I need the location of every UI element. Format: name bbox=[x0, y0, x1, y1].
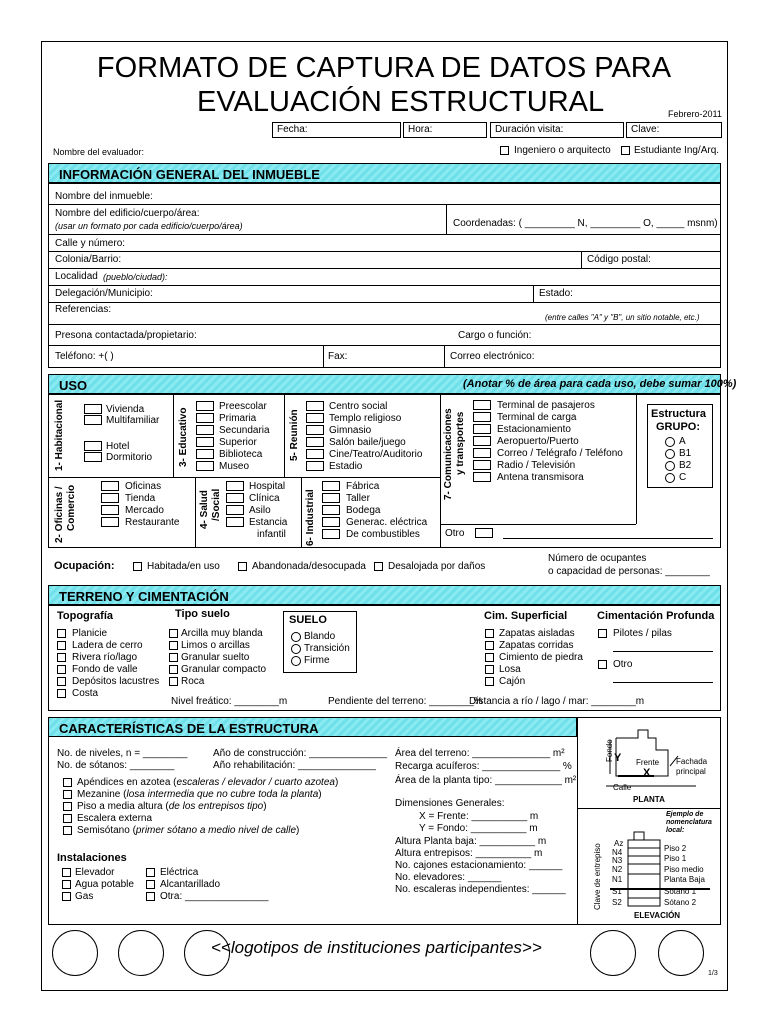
planta-y-label: Y bbox=[614, 752, 622, 764]
oficinas-box[interactable] bbox=[101, 481, 119, 491]
secundaria-box[interactable] bbox=[196, 425, 214, 435]
fecha-label: Fecha: bbox=[277, 124, 308, 135]
dormitorio-box[interactable] bbox=[84, 452, 102, 462]
estancia-box[interactable] bbox=[226, 517, 244, 527]
clave-s1: S1 bbox=[612, 887, 622, 896]
oficinas-item-label: Oficinas bbox=[125, 481, 162, 492]
aeropuerto-box[interactable] bbox=[473, 436, 491, 446]
asilo-box[interactable] bbox=[226, 505, 244, 515]
cajon-label: Cajón bbox=[499, 676, 526, 687]
lacustres-label: Depósitos lacustres bbox=[72, 676, 160, 687]
taller-label: Taller bbox=[346, 493, 370, 504]
terminal-pasajeros-box[interactable] bbox=[473, 400, 491, 410]
ejemplo-label-1: Ejemplo de bbox=[666, 811, 704, 818]
terreno-section-title: TERRENO Y CIMENTACIÓN bbox=[59, 589, 229, 604]
nombre-edificio-note: (usar un formato por cada edificio/cuerpo/área) bbox=[55, 221, 243, 231]
logo-circle-2 bbox=[118, 930, 164, 976]
templo-box[interactable] bbox=[306, 413, 324, 423]
granular-suelto-label: Granular suelto bbox=[181, 652, 250, 663]
nombre-sotano1: Sótano 1 bbox=[664, 887, 697, 896]
calle-label: Calle y número: bbox=[55, 238, 126, 249]
secundaria-label: Secundaria bbox=[219, 425, 270, 436]
grupo-title: GRUPO: bbox=[656, 421, 700, 433]
educativo-label: 3- Educativo bbox=[178, 407, 189, 467]
zapatas-aisladas-checkbox[interactable] bbox=[485, 629, 494, 638]
arcilla-checkbox[interactable] bbox=[169, 629, 178, 638]
abandonada-checkbox[interactable] bbox=[238, 562, 247, 571]
anio-rehab-label: Año rehabilitación: ______________ bbox=[213, 760, 376, 771]
nombre-planta-baja: Planta Baja bbox=[664, 875, 705, 884]
biblioteca-label: Biblioteca bbox=[219, 449, 263, 460]
reunion-label: 5- Reunión bbox=[289, 409, 300, 461]
piso-media-label: Piso a media altura (de los entrepisos tipo) bbox=[77, 801, 267, 812]
cimiento-piedra-checkbox[interactable] bbox=[485, 653, 494, 662]
firme-radio[interactable] bbox=[291, 656, 301, 666]
nombre-piso1: Piso 1 bbox=[664, 854, 687, 863]
estructura-title: Estructura bbox=[651, 408, 707, 420]
costa-label: Costa bbox=[72, 688, 99, 699]
referencias-note: (entre calles "A" y "B", un sitio notable, etc.) bbox=[545, 313, 700, 322]
area-terreno-label: Área del terreno: ______________ m² bbox=[395, 748, 565, 759]
superior-box[interactable] bbox=[196, 437, 214, 447]
transportes-label: y transportes bbox=[455, 411, 466, 475]
uso-note: (Anotar % de área para cada uso, debe sumar 100%) bbox=[463, 378, 737, 390]
suelo-title: SUELO bbox=[289, 614, 327, 626]
logotipos-label: <<logotipos de instituciones participantes>> bbox=[211, 938, 542, 957]
combustibles-label: De combustibles bbox=[346, 529, 420, 540]
semisotano-label: Semisótano (primer sótano a medio nivel de calle) bbox=[77, 825, 300, 836]
estadio-box[interactable] bbox=[306, 461, 324, 471]
capacidad-label: o capacidad de personas: ________ bbox=[548, 566, 710, 577]
ocupantes-label: Número de ocupantes bbox=[548, 553, 647, 564]
correo-label: Correo electrónico: bbox=[450, 351, 535, 362]
pendiente-label: Pendiente del terreno: ________% bbox=[328, 696, 483, 707]
referencias-label: Referencias: bbox=[55, 304, 112, 315]
infantil-label: infantil bbox=[257, 529, 286, 540]
planta-fondo-label: Fondo bbox=[605, 739, 614, 762]
frente-label: X = Frente: __________ m bbox=[419, 811, 539, 822]
vivienda-box[interactable] bbox=[84, 404, 102, 414]
alcantarillado-checkbox[interactable] bbox=[146, 880, 155, 889]
superior-label: Superior bbox=[219, 437, 257, 448]
sotanos-label: No. de sótanos: ________ bbox=[57, 760, 175, 771]
piso-media-checkbox[interactable] bbox=[63, 802, 72, 811]
escalera-externa-label: Escalera externa bbox=[77, 813, 153, 824]
clave-entrepiso-label: Clave de entrepiso bbox=[593, 843, 602, 910]
escalera-externa-checkbox[interactable] bbox=[63, 814, 72, 823]
estudiante-label: Estudiante Ing/Arq. bbox=[634, 145, 720, 156]
title-line-1: FORMATO DE CAPTURA DE DATOS PARA bbox=[96, 52, 672, 84]
granular-suelto-checkbox[interactable] bbox=[169, 653, 178, 662]
clinica-box[interactable] bbox=[226, 493, 244, 503]
cim-profunda-title: Cimentación Profunda bbox=[597, 610, 715, 622]
elevacion-title: ELEVACIÓN bbox=[634, 911, 681, 920]
tienda-label: Tienda bbox=[125, 493, 156, 504]
dimensiones-title: Dimensiones Generales: bbox=[395, 798, 505, 809]
gimnasio-box[interactable] bbox=[306, 425, 324, 435]
nombre-inmueble-label: Nombre del inmueble: bbox=[55, 191, 153, 202]
comercio-label: Comercio bbox=[66, 484, 77, 531]
rivera-label: Rivera río/lago bbox=[72, 652, 138, 663]
terminal-pasajeros-label: Terminal de pasajeros bbox=[497, 400, 595, 411]
ejemplo-label-3: local: bbox=[666, 827, 685, 834]
zapatas-corridas-label: Zapatas corridas bbox=[499, 640, 574, 651]
escaleras-label: No. escaleras independientes: ______ bbox=[395, 884, 566, 895]
antena-label: Antena transmisora bbox=[497, 472, 584, 483]
telefono-label: Teléfono: +( ) bbox=[55, 351, 114, 362]
coordenadas-label: Coordenadas: ( _________ N, _________ O, _____ msnm) bbox=[453, 218, 718, 229]
clave-n3: N3 bbox=[612, 856, 623, 865]
cajones-label: No. cajones estacionamiento: ______ bbox=[395, 860, 563, 871]
primaria-box[interactable] bbox=[196, 413, 214, 423]
transicion-radio[interactable] bbox=[291, 644, 301, 654]
blando-radio[interactable] bbox=[291, 632, 301, 642]
calle-diagram-label: Calle bbox=[613, 783, 632, 792]
granular-compacto-label: Granular compacto bbox=[181, 664, 267, 675]
oficinas-label: 2- Oficinas / bbox=[54, 486, 65, 543]
alcantarillado-label: Alcantarillado bbox=[160, 879, 221, 890]
codigo-postal-label: Código postal: bbox=[587, 254, 651, 265]
page-number: 1/3 bbox=[708, 970, 718, 977]
habitacional-label: 1- Habitacional bbox=[54, 399, 65, 471]
hotel-label: Hotel bbox=[106, 441, 130, 452]
uso-section-title: USO bbox=[59, 378, 88, 393]
distancia-label: Distancia a río / lago / mar: ________m bbox=[469, 696, 645, 707]
niveles-label: No. de niveles, n = ________ bbox=[57, 748, 188, 759]
tipo-suelo-title: Tipo suelo bbox=[175, 608, 230, 620]
blando-label: Blando bbox=[304, 631, 336, 642]
combustibles-box[interactable] bbox=[322, 529, 340, 539]
grupo-b1-radio[interactable] bbox=[665, 449, 675, 459]
generac-box[interactable] bbox=[322, 517, 340, 527]
mezanine-label: Mezanine (losa intermedia que no cubre toda la planta) bbox=[77, 789, 322, 800]
clave-n2: N2 bbox=[612, 865, 623, 874]
pilotes-checkbox[interactable] bbox=[598, 629, 607, 638]
estudiante-checkbox[interactable] bbox=[621, 146, 630, 155]
apendices-checkbox[interactable] bbox=[63, 778, 72, 787]
grupo-a-label: A bbox=[679, 436, 686, 447]
zapatas-aisladas-label: Zapatas aisladas bbox=[499, 628, 575, 639]
granular-compacto-checkbox[interactable] bbox=[169, 665, 178, 674]
fondo-label: Y = Fondo: __________ m bbox=[419, 823, 538, 834]
area-planta-label: Área de la planta tipo: ____________ m² bbox=[395, 775, 577, 786]
aeropuerto-label: Aeropuerto/Puerto bbox=[497, 436, 579, 447]
estancia-label: Estancia bbox=[249, 517, 288, 528]
correo-box[interactable] bbox=[473, 448, 491, 458]
losa-checkbox[interactable] bbox=[485, 665, 494, 674]
clave-az: Az bbox=[614, 839, 624, 848]
antena-box[interactable] bbox=[473, 472, 491, 482]
preescolar-label: Preescolar bbox=[219, 401, 267, 412]
terminal-carga-box[interactable] bbox=[473, 412, 491, 422]
habitada-label: Habitada/en uso bbox=[147, 561, 220, 572]
restaurante-box[interactable] bbox=[101, 517, 119, 527]
industrial-label: 6- Industrial bbox=[305, 489, 316, 546]
evaluador-label: Nombre del evaluador: bbox=[53, 147, 145, 157]
duracion-label: Duración visita: bbox=[495, 124, 564, 135]
electrica-label: Eléctrica bbox=[160, 867, 199, 878]
otra-inst-label: Otra: _______________ bbox=[160, 891, 269, 902]
planta-title: PLANTA bbox=[633, 795, 665, 804]
estadio-label: Estadio bbox=[329, 461, 363, 472]
centro-social-label: Centro social bbox=[329, 401, 388, 412]
ladera-checkbox[interactable] bbox=[57, 641, 66, 650]
gas-label: Gas bbox=[75, 891, 94, 902]
limos-checkbox[interactable] bbox=[169, 641, 178, 650]
clave-label: Clave: bbox=[631, 124, 660, 135]
elevador-label: Elevador bbox=[75, 867, 115, 878]
fax-label: Fax: bbox=[328, 351, 348, 362]
restaurante-label: Restaurante bbox=[125, 517, 180, 528]
fondo-valle-checkbox[interactable] bbox=[57, 665, 66, 674]
ingeniero-label: Ingeniero o arquitecto bbox=[514, 145, 611, 156]
fondo-valle-label: Fondo de valle bbox=[72, 664, 138, 675]
hospital-label: Hospital bbox=[249, 481, 286, 492]
cim-superficial-title: Cim. Superficial bbox=[484, 610, 568, 622]
logo-circle-5 bbox=[658, 930, 704, 976]
contacto-label: Presona contactada/propietario: bbox=[55, 330, 197, 341]
clinica-label: Clínica bbox=[249, 493, 280, 504]
semisotano-checkbox[interactable] bbox=[63, 826, 72, 835]
comunicaciones-label: 7- Comunicaciones bbox=[443, 408, 454, 500]
grupo-b2-radio[interactable] bbox=[665, 461, 675, 471]
mezanine-checkbox[interactable] bbox=[63, 790, 72, 799]
grupo-b2-label: B2 bbox=[679, 460, 692, 471]
nombre-edificio-label: Nombre del edificio/cuerpo/área: bbox=[55, 208, 200, 219]
apendices-label: Apéndices en azotea (escaleras / elevador / cuarto azotea) bbox=[77, 777, 339, 788]
altura-entrepisos-label: Altura entrepisos: __________ m bbox=[395, 848, 543, 859]
logo-circle-1 bbox=[52, 930, 98, 976]
social-label: /Social bbox=[211, 488, 222, 521]
templo-label: Templo religioso bbox=[329, 413, 402, 424]
correo-uso-label: Correo / Telégrafo / Teléfono bbox=[497, 448, 623, 459]
estacionamiento-box[interactable] bbox=[473, 424, 491, 434]
rivera-checkbox[interactable] bbox=[57, 653, 66, 662]
fachada-label: Fachada bbox=[676, 757, 708, 766]
version-label: Febrero-2011 bbox=[668, 109, 722, 119]
ingeniero-checkbox[interactable] bbox=[500, 146, 509, 155]
lacustres-checkbox[interactable] bbox=[57, 677, 66, 686]
radio-label: Radio / Televisión bbox=[497, 460, 576, 471]
planicie-label: Planicie bbox=[72, 628, 108, 639]
grupo-c-radio[interactable] bbox=[665, 473, 675, 483]
fabrica-box[interactable] bbox=[322, 481, 340, 491]
hospital-box[interactable] bbox=[226, 481, 244, 491]
electrica-checkbox[interactable] bbox=[146, 868, 155, 877]
mercado-label: Mercado bbox=[125, 505, 164, 516]
planta-frente-label: Frente bbox=[636, 758, 660, 767]
multifamiliar-label: Multifamiliar bbox=[106, 415, 160, 426]
localidad-label: Localidad bbox=[55, 271, 98, 282]
clave-n1: N1 bbox=[612, 875, 623, 884]
multifamiliar-box[interactable] bbox=[84, 415, 102, 425]
anio-construccion-label: Año de construcción: ______________ bbox=[213, 748, 388, 759]
nombre-sotano2: Sótano 2 bbox=[664, 898, 697, 907]
gas-checkbox[interactable] bbox=[62, 892, 71, 901]
gimnasio-label: Gimnasio bbox=[329, 425, 372, 436]
colonia-label: Colonia/Barrio: bbox=[55, 254, 122, 265]
salon-box[interactable] bbox=[306, 437, 324, 447]
agua-label: Agua potable bbox=[75, 879, 134, 890]
clave-s2: S2 bbox=[612, 898, 622, 907]
ejemplo-label-2: nomenclatura bbox=[666, 819, 712, 826]
abandonada-label: Abandonada/desocupada bbox=[252, 561, 366, 572]
nombre-piso2: Piso 2 bbox=[664, 844, 687, 853]
costa-checkbox[interactable] bbox=[57, 689, 66, 698]
planicie-checkbox[interactable] bbox=[57, 629, 66, 638]
preescolar-box[interactable] bbox=[196, 401, 214, 411]
otra-inst-checkbox[interactable] bbox=[146, 892, 155, 901]
hora-label: Hora: bbox=[408, 124, 433, 135]
mercado-box[interactable] bbox=[101, 505, 119, 515]
terminal-carga-label: Terminal de carga bbox=[497, 412, 577, 423]
cine-label: Cine/Teatro/Auditorio bbox=[329, 449, 423, 460]
losa-label: Losa bbox=[499, 664, 521, 675]
zapatas-corridas-checkbox[interactable] bbox=[485, 641, 494, 650]
principal-label: principal bbox=[676, 767, 706, 776]
grupo-a-radio[interactable] bbox=[665, 437, 675, 447]
otro-cim-checkbox[interactable] bbox=[598, 660, 607, 669]
roca-label: Roca bbox=[181, 676, 205, 687]
salud-label: 4- Salud bbox=[199, 490, 210, 529]
grupo-c-label: C bbox=[679, 472, 687, 483]
museo-label: Museo bbox=[219, 461, 250, 472]
title-line-2: EVALUACIÓN ESTRUCTURAL bbox=[197, 86, 605, 118]
planta-x-label: X bbox=[643, 767, 651, 779]
tienda-box[interactable] bbox=[101, 493, 119, 503]
taller-box[interactable] bbox=[322, 493, 340, 503]
grupo-b1-label: B1 bbox=[679, 448, 692, 459]
localidad-note: (pueblo/ciudad): bbox=[103, 272, 168, 282]
roca-checkbox[interactable] bbox=[169, 677, 178, 686]
desalojada-label: Desalojada por daños bbox=[388, 561, 486, 572]
otro-uso-line[interactable] bbox=[503, 538, 713, 539]
fabrica-label: Fábrica bbox=[346, 481, 380, 492]
elevadores-label: No. elevadores: ______ bbox=[395, 872, 502, 883]
biblioteca-box[interactable] bbox=[196, 449, 214, 459]
estacionamiento-label: Estacionamiento bbox=[497, 424, 571, 435]
estructura-section-title: CARACTERÍSTICAS DE LA ESTRUCTURA bbox=[59, 721, 319, 736]
museo-box[interactable] bbox=[196, 461, 214, 471]
agua-checkbox[interactable] bbox=[62, 880, 71, 889]
otro-uso-box[interactable] bbox=[475, 528, 493, 538]
radio-box[interactable] bbox=[473, 460, 491, 470]
recarga-label: Recarga acuíferos: ______________ % bbox=[395, 761, 572, 772]
transicion-label: Transición bbox=[304, 643, 350, 654]
limos-label: Limos o arcillas bbox=[181, 640, 250, 651]
nombre-piso-medio: Piso medio bbox=[664, 865, 704, 874]
pilotes-label: Pilotes / pilas bbox=[613, 628, 672, 639]
hotel-box[interactable] bbox=[84, 441, 102, 451]
bodega-box[interactable] bbox=[322, 505, 340, 515]
generac-label: Generac. eléctrica bbox=[346, 517, 428, 528]
nivel-freatico-label: Nivel freático: ________m bbox=[171, 696, 288, 707]
cajon-checkbox[interactable] bbox=[485, 677, 494, 686]
instalaciones-title: Instalaciones bbox=[57, 852, 127, 864]
ladera-label: Ladera de cerro bbox=[72, 640, 143, 651]
desalojada-checkbox[interactable] bbox=[374, 562, 383, 571]
info-section-title: INFORMACIÓN GENERAL DEL INMUEBLE bbox=[59, 167, 320, 182]
terreno-section-header bbox=[48, 585, 721, 605]
ocupacion-label: Ocupación: bbox=[54, 560, 115, 572]
logo-circle-4 bbox=[590, 930, 636, 976]
cimiento-piedra-label: Cimiento de piedra bbox=[499, 652, 583, 663]
otro-cim-label: Otro bbox=[613, 659, 633, 670]
topografia-title: Topografía bbox=[57, 610, 114, 622]
altura-pb-label: Altura Planta baja: __________ m bbox=[395, 836, 547, 847]
otro-uso-label: Otro bbox=[445, 528, 465, 539]
delegacion-label: Delegación/Municipio: bbox=[55, 288, 153, 299]
centro-social-box[interactable] bbox=[306, 401, 324, 411]
habitada-checkbox[interactable] bbox=[133, 562, 142, 571]
info-section-header bbox=[48, 163, 721, 183]
dormitorio-label: Dormitorio bbox=[106, 452, 153, 463]
salon-label: Salón baile/juego bbox=[329, 437, 406, 448]
asilo-label: Asilo bbox=[249, 505, 271, 516]
firme-label: Firme bbox=[304, 655, 330, 666]
cargo-label: Cargo o función: bbox=[458, 330, 532, 341]
estado-label: Estado: bbox=[539, 288, 573, 299]
elevador-checkbox[interactable] bbox=[62, 868, 71, 877]
vivienda-label: Vivienda bbox=[106, 404, 145, 415]
bodega-label: Bodega bbox=[346, 505, 381, 516]
arcilla-label: Arcilla muy blanda bbox=[181, 628, 263, 639]
clave-n4: N4 bbox=[612, 848, 623, 857]
cine-box[interactable] bbox=[306, 449, 324, 459]
primaria-label: Primaria bbox=[219, 413, 257, 424]
